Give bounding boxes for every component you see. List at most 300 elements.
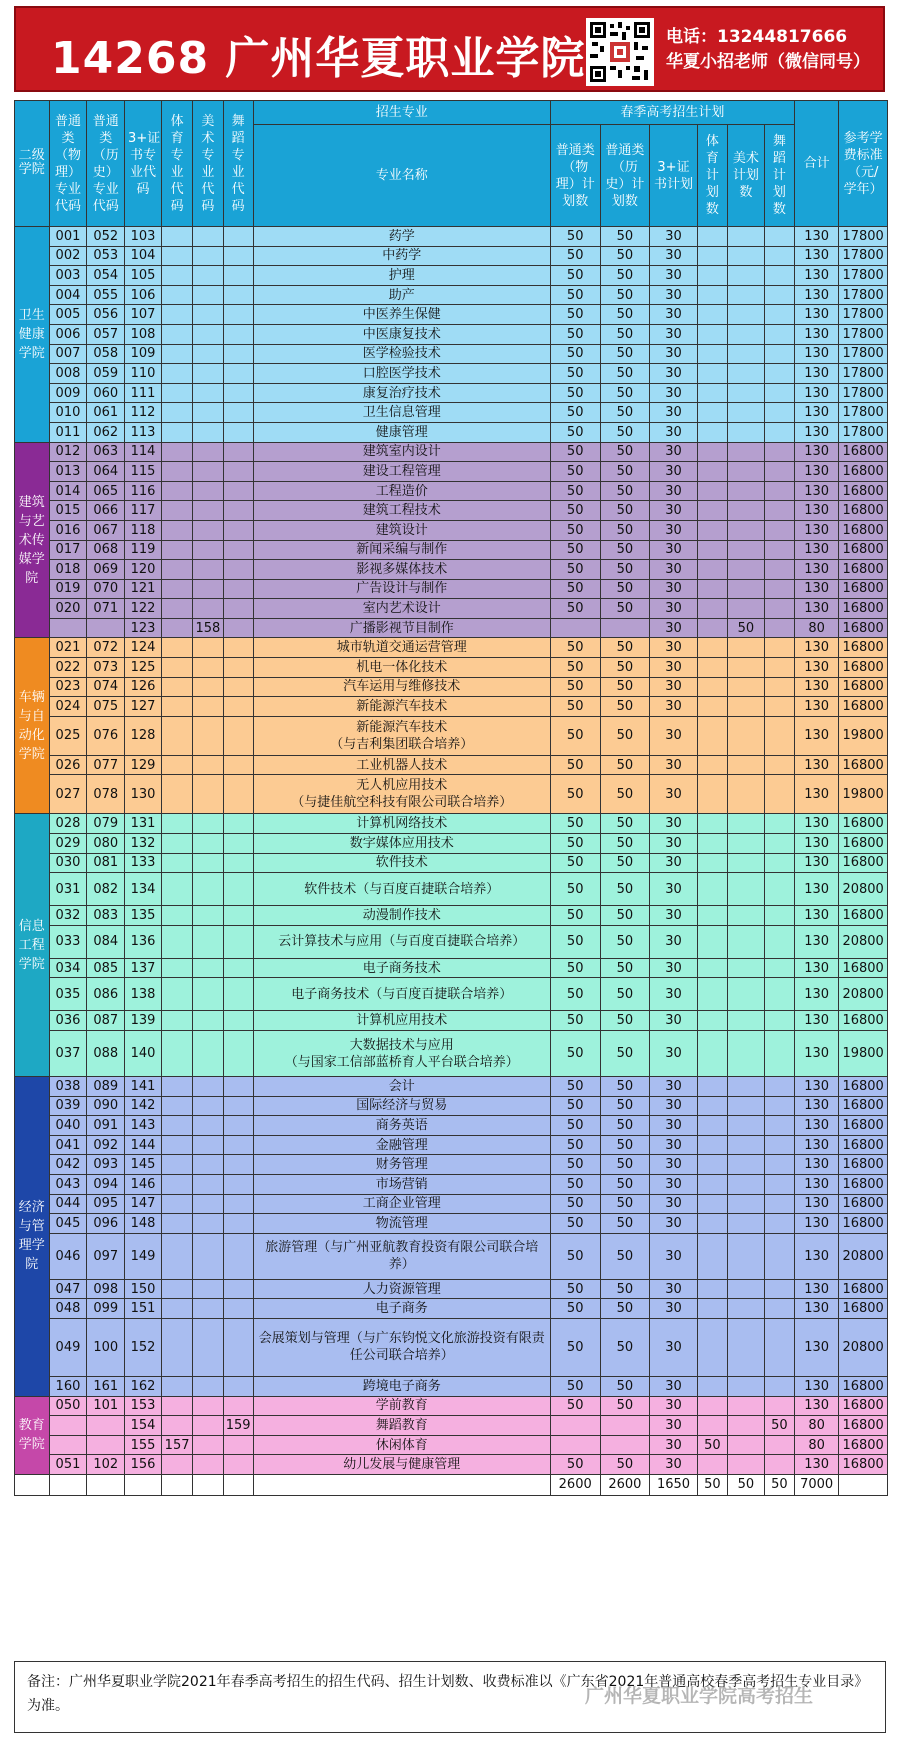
plan-cell (764, 599, 794, 619)
code-cell: 034 (49, 958, 87, 978)
plan-cell (697, 579, 727, 599)
major-name-cell (253, 978, 550, 1011)
plan-cell (697, 364, 727, 384)
code-cell: 039 (49, 1096, 87, 1116)
total-cell: 130 (795, 305, 839, 325)
table-row (15, 716, 888, 755)
code-cell (223, 1031, 253, 1077)
plan-cell (697, 227, 727, 247)
plan-cell (697, 540, 727, 560)
code-cell: 048 (49, 1299, 87, 1319)
plan-cell (764, 266, 794, 286)
table-row (15, 1318, 888, 1376)
plan-cell: 30 (650, 978, 698, 1011)
code-cell: 066 (87, 501, 125, 521)
code-cell (193, 403, 223, 423)
plan-cell (697, 1194, 727, 1214)
major-name-cell (253, 677, 550, 697)
plan-cell: 30 (650, 1318, 698, 1376)
plan-cell: 50 (600, 658, 650, 678)
plan-cell: 50 (600, 324, 650, 344)
fee-cell: 16800 (839, 834, 888, 854)
code-cell (193, 1116, 223, 1136)
code-cell: 043 (49, 1174, 87, 1194)
plan-cell (764, 1455, 794, 1475)
plan-cell: 50 (550, 462, 600, 482)
code-cell (193, 1031, 223, 1077)
code-cell (193, 1455, 223, 1475)
plan-cell (697, 853, 727, 873)
fee-cell: 16800 (839, 1416, 888, 1436)
code-cell: 121 (125, 579, 162, 599)
fee-cell: 17800 (839, 324, 888, 344)
plan-cell: 30 (650, 853, 698, 873)
major-name-cell (253, 1077, 550, 1097)
fee-cell: 16800 (839, 1455, 888, 1475)
total-cell: 130 (795, 978, 839, 1011)
table-row (15, 1455, 888, 1475)
plan-cell (764, 638, 794, 658)
code-cell: 143 (125, 1116, 162, 1136)
plan-cell: 50 (600, 540, 650, 560)
major-name: 人力资源管理 (362, 1281, 441, 1297)
major-name: 计算机应用技术 (356, 1013, 448, 1029)
plan-cell: 50 (550, 1214, 600, 1234)
major-name: 电子商务 (375, 1301, 428, 1317)
table-row (15, 1376, 888, 1396)
plan-cell: 50 (600, 403, 650, 423)
fee-cell: 16800 (839, 1299, 888, 1319)
major-name: 会计 (388, 1078, 415, 1094)
table-row (15, 344, 888, 364)
major-name-cell (253, 1455, 550, 1475)
total-cell: 80 (795, 1435, 839, 1455)
plan-cell (764, 873, 794, 906)
code-cell: 042 (49, 1155, 87, 1175)
plan-cell (728, 1077, 765, 1097)
plan-cell (697, 618, 727, 638)
plan-cell (728, 1194, 765, 1214)
code-cell (223, 579, 253, 599)
major-name-cell (253, 1096, 550, 1116)
plan-cell: 30 (650, 716, 698, 755)
code-cell: 075 (87, 697, 125, 717)
code-cell: 127 (125, 697, 162, 717)
code-cell (223, 1174, 253, 1194)
plan-cell: 50 (550, 906, 600, 926)
code-cell: 098 (87, 1279, 125, 1299)
total-cell: 130 (795, 266, 839, 286)
code-cell: 050 (49, 1396, 87, 1416)
code-cell: 152 (125, 1318, 162, 1376)
code-cell (161, 677, 192, 697)
plan-cell (764, 1011, 794, 1031)
code-cell: 078 (87, 775, 125, 814)
table-row (15, 364, 888, 384)
code-cell: 161 (87, 1376, 125, 1396)
college-name: 卫生健康学院 (18, 307, 45, 361)
code-cell (161, 958, 192, 978)
total-cell: 130 (795, 958, 839, 978)
table-row (15, 906, 888, 926)
plan-cell (764, 716, 794, 755)
fee-cell: 20800 (839, 1318, 888, 1376)
plan-cell: 30 (650, 442, 698, 462)
plan-cell (764, 462, 794, 482)
major-name: 室内艺术设计 (362, 601, 441, 617)
code-cell: 068 (87, 540, 125, 560)
code-cell (223, 958, 253, 978)
code-cell (223, 501, 253, 521)
plan-cell: 30 (650, 579, 698, 599)
fee-cell: 16800 (839, 560, 888, 580)
plan-cell (728, 560, 765, 580)
code-cell: 141 (125, 1077, 162, 1097)
major-name: 国际经济与贸易 (356, 1098, 448, 1114)
major-name: 药学 (388, 228, 415, 244)
code-cell (193, 540, 223, 560)
major-name-cell (253, 1031, 550, 1077)
code-cell: 140 (125, 1031, 162, 1077)
plan-cell: 50 (550, 1031, 600, 1077)
code-cell (161, 1214, 192, 1234)
major-name-cell (253, 775, 550, 814)
code-cell: 052 (87, 227, 125, 247)
code-cell (223, 716, 253, 755)
code-cell (193, 305, 223, 325)
plan-cell: 50 (600, 834, 650, 854)
code-cell (223, 1155, 253, 1175)
major-name: 医学检验技术 (362, 346, 441, 362)
plan-cell (697, 1233, 727, 1279)
plan-cell: 30 (650, 1396, 698, 1416)
table-row (15, 324, 888, 344)
code-cell (49, 618, 87, 638)
major-name: 卫生信息管理 (362, 405, 441, 421)
plan-cell: 50 (550, 1096, 600, 1116)
plan-cell: 50 (600, 958, 650, 978)
code-cell (223, 266, 253, 286)
code-cell (193, 1214, 223, 1234)
code-cell: 036 (49, 1011, 87, 1031)
header-history-plan: 普通类（历史）计划数 (600, 125, 650, 227)
code-cell: 153 (125, 1396, 162, 1416)
plan-cell (764, 1233, 794, 1279)
plan-cell (697, 1031, 727, 1077)
plan-cell (697, 403, 727, 423)
watermark-text: 广州华夏职业学院高考招生 (585, 1685, 814, 1707)
plan-cell: 30 (650, 305, 698, 325)
major-name: 跨境电子商务 (362, 1378, 441, 1394)
fee-cell: 16800 (839, 540, 888, 560)
plan-cell: 50 (550, 1174, 600, 1194)
plan-cell: 50 (600, 1011, 650, 1031)
plan-cell (728, 227, 765, 247)
major-name: 中医康复技术 (362, 326, 441, 342)
plan-cell (697, 520, 727, 540)
header-art-plan: 美术计划数 (728, 125, 765, 227)
plan-cell (764, 403, 794, 423)
header-total: 合计 (795, 101, 839, 227)
code-cell: 010 (49, 403, 87, 423)
code-cell: 114 (125, 442, 162, 462)
code-cell: 148 (125, 1214, 162, 1234)
plan-cell: 50 (550, 481, 600, 501)
plan-cell (764, 481, 794, 501)
code-cell: 012 (49, 442, 87, 462)
major-name-cell (253, 925, 550, 958)
code-cell: 157 (161, 1435, 192, 1455)
code-cell (193, 1233, 223, 1279)
plan-cell (697, 1077, 727, 1097)
major-name-cell (253, 501, 550, 521)
plan-cell: 50 (600, 246, 650, 266)
plan-cell: 50 (600, 344, 650, 364)
plan-cell: 50 (600, 1135, 650, 1155)
phone-text: 电话：13244817666 (666, 27, 848, 47)
plan-cell: 50 (600, 1376, 650, 1396)
code-cell (223, 677, 253, 697)
plan-cell (697, 1214, 727, 1234)
code-cell (161, 462, 192, 482)
code-cell: 056 (87, 305, 125, 325)
fee-cell: 16800 (839, 755, 888, 775)
plan-cell (728, 775, 765, 814)
plan-cell: 30 (650, 755, 698, 775)
total-cell: 130 (795, 1155, 839, 1175)
total-cell: 130 (795, 1135, 839, 1155)
code-cell: 054 (87, 266, 125, 286)
code-cell (193, 1096, 223, 1116)
code-cell (193, 1318, 223, 1376)
plan-cell: 50 (600, 1096, 650, 1116)
code-cell: 033 (49, 925, 87, 958)
total-cell: 130 (795, 925, 839, 958)
plan-cell: 50 (550, 677, 600, 697)
plan-cell (728, 958, 765, 978)
code-cell: 074 (87, 677, 125, 697)
code-cell: 006 (49, 324, 87, 344)
plan-cell: 50 (550, 266, 600, 286)
code-cell (193, 1155, 223, 1175)
major-name-cell (253, 834, 550, 854)
plan-cell (550, 1416, 600, 1436)
plan-cell (728, 638, 765, 658)
major-name: 护理 (388, 267, 415, 283)
empty-cell (193, 1474, 223, 1495)
code-cell: 107 (125, 305, 162, 325)
code-cell: 160 (49, 1376, 87, 1396)
code-cell: 063 (87, 442, 125, 462)
total-cell: 130 (795, 285, 839, 305)
table-row (15, 1116, 888, 1136)
major-name-cell (253, 1116, 550, 1136)
code-cell (193, 716, 223, 755)
code-cell (161, 906, 192, 926)
code-cell (161, 716, 192, 755)
empty-cell (15, 1474, 50, 1495)
plan-cell (728, 1233, 765, 1279)
plan-cell (728, 814, 765, 834)
code-cell (193, 579, 223, 599)
major-name: 广告设计与制作 (356, 581, 448, 597)
fee-cell: 16800 (839, 1116, 888, 1136)
code-cell (223, 1435, 253, 1455)
college-cell (15, 638, 50, 814)
header-banner (14, 6, 885, 92)
code-cell (223, 246, 253, 266)
plan-cell (764, 422, 794, 442)
total-total-cell: 7000 (795, 1474, 839, 1495)
plan-cell: 50 (550, 853, 600, 873)
table-row (15, 1077, 888, 1097)
plan-cell (550, 618, 600, 638)
college-name: 经济与管理学院 (18, 1200, 45, 1273)
plan-cell: 50 (550, 579, 600, 599)
total-cell: 130 (795, 834, 839, 854)
total-cp-cell: 1650 (650, 1474, 698, 1495)
table-row (15, 1396, 888, 1416)
plan-cell: 30 (650, 834, 698, 854)
plan-cell (764, 344, 794, 364)
plan-cell (764, 958, 794, 978)
plan-cell: 50 (600, 305, 650, 325)
code-cell (161, 1233, 192, 1279)
code-cell: 067 (87, 520, 125, 540)
total-cell: 130 (795, 1233, 839, 1279)
major-partner: （与国家工信部蓝桥育人平台联合培养） (284, 1054, 519, 1070)
plan-cell: 30 (650, 285, 698, 305)
plan-cell: 30 (650, 560, 698, 580)
code-cell: 126 (125, 677, 162, 697)
plan-cell (728, 1376, 765, 1396)
plan-cell (697, 324, 727, 344)
code-cell: 145 (125, 1155, 162, 1175)
code-cell (223, 285, 253, 305)
major-name-cell (253, 324, 550, 344)
code-cell (223, 1318, 253, 1376)
total-cell: 130 (795, 579, 839, 599)
major-name: 学前教育 (375, 1398, 428, 1414)
code-cell: 135 (125, 906, 162, 926)
table-row (15, 1174, 888, 1194)
college-cell (15, 1077, 50, 1397)
major-name: 大数据技术与应用 (349, 1037, 454, 1053)
fee-cell: 16800 (839, 599, 888, 619)
code-cell: 142 (125, 1096, 162, 1116)
plan-cell (728, 462, 765, 482)
major-name: 口腔医学技术 (362, 365, 441, 381)
plan-cell (728, 266, 765, 286)
major-name-cell (253, 403, 550, 423)
code-cell (193, 1299, 223, 1319)
plan-cell (728, 383, 765, 403)
code-cell (193, 873, 223, 906)
code-cell (161, 266, 192, 286)
plan-cell (764, 978, 794, 1011)
code-cell: 091 (87, 1116, 125, 1136)
code-cell: 111 (125, 383, 162, 403)
total-cell: 130 (795, 383, 839, 403)
plan-cell (697, 755, 727, 775)
code-cell: 013 (49, 462, 87, 482)
plan-cell: 50 (600, 697, 650, 717)
code-cell: 046 (49, 1233, 87, 1279)
plan-cell (697, 1155, 727, 1175)
plan-cell: 50 (600, 677, 650, 697)
plan-cell (764, 540, 794, 560)
plan-cell (728, 697, 765, 717)
table-row (15, 481, 888, 501)
plan-cell (764, 324, 794, 344)
plan-cell: 50 (550, 1299, 600, 1319)
header-dance-code: 舞蹈专业代码 (223, 101, 253, 227)
fee-cell: 17800 (839, 383, 888, 403)
plan-cell (764, 305, 794, 325)
plan-cell (764, 1135, 794, 1155)
plan-cell: 50 (600, 925, 650, 958)
plan-cell (728, 599, 765, 619)
code-cell (161, 755, 192, 775)
code-cell (223, 834, 253, 854)
college-name: 建筑与艺术传媒学院 (18, 494, 45, 586)
code-cell (193, 383, 223, 403)
plan-cell (728, 422, 765, 442)
total-dp-cell: 50 (764, 1474, 794, 1495)
major-name: 电子商务技术（与百度百捷联合培养） (291, 986, 513, 1002)
empty-cell (253, 1474, 550, 1495)
header-cert-plan: 3+证书计划 (650, 125, 698, 227)
total-cell: 130 (795, 344, 839, 364)
plan-cell (697, 1416, 727, 1436)
plan-cell: 30 (650, 775, 698, 814)
code-cell (193, 1194, 223, 1214)
plan-cell: 50 (600, 462, 650, 482)
total-pp-cell: 2600 (550, 1474, 600, 1495)
code-cell (193, 422, 223, 442)
plan-cell (728, 1396, 765, 1416)
code-cell: 031 (49, 873, 87, 906)
plan-cell (764, 775, 794, 814)
table-row (15, 1155, 888, 1175)
qr-code-icon[interactable] (586, 18, 654, 86)
plan-cell (697, 1299, 727, 1319)
table-body (15, 227, 888, 1496)
plan-cell (697, 1318, 727, 1376)
code-cell (193, 1416, 223, 1436)
fee-cell: 16800 (839, 1011, 888, 1031)
plan-cell (728, 364, 765, 384)
major-name-cell (253, 520, 550, 540)
code-cell (161, 978, 192, 1011)
plan-cell (764, 383, 794, 403)
major-name-cell (253, 814, 550, 834)
fee-cell: 20800 (839, 1233, 888, 1279)
major-name-cell (253, 1174, 550, 1194)
code-cell (193, 697, 223, 717)
table-row (15, 658, 888, 678)
plan-cell: 50 (550, 227, 600, 247)
plan-cell (728, 403, 765, 423)
code-cell: 139 (125, 1011, 162, 1031)
fee-cell: 17800 (839, 403, 888, 423)
total-cell: 130 (795, 755, 839, 775)
plan-cell (697, 462, 727, 482)
college-name: 车辆与自动化学院 (18, 689, 45, 762)
code-cell: 097 (87, 1233, 125, 1279)
code-cell: 079 (87, 814, 125, 834)
total-cell: 130 (795, 1116, 839, 1136)
